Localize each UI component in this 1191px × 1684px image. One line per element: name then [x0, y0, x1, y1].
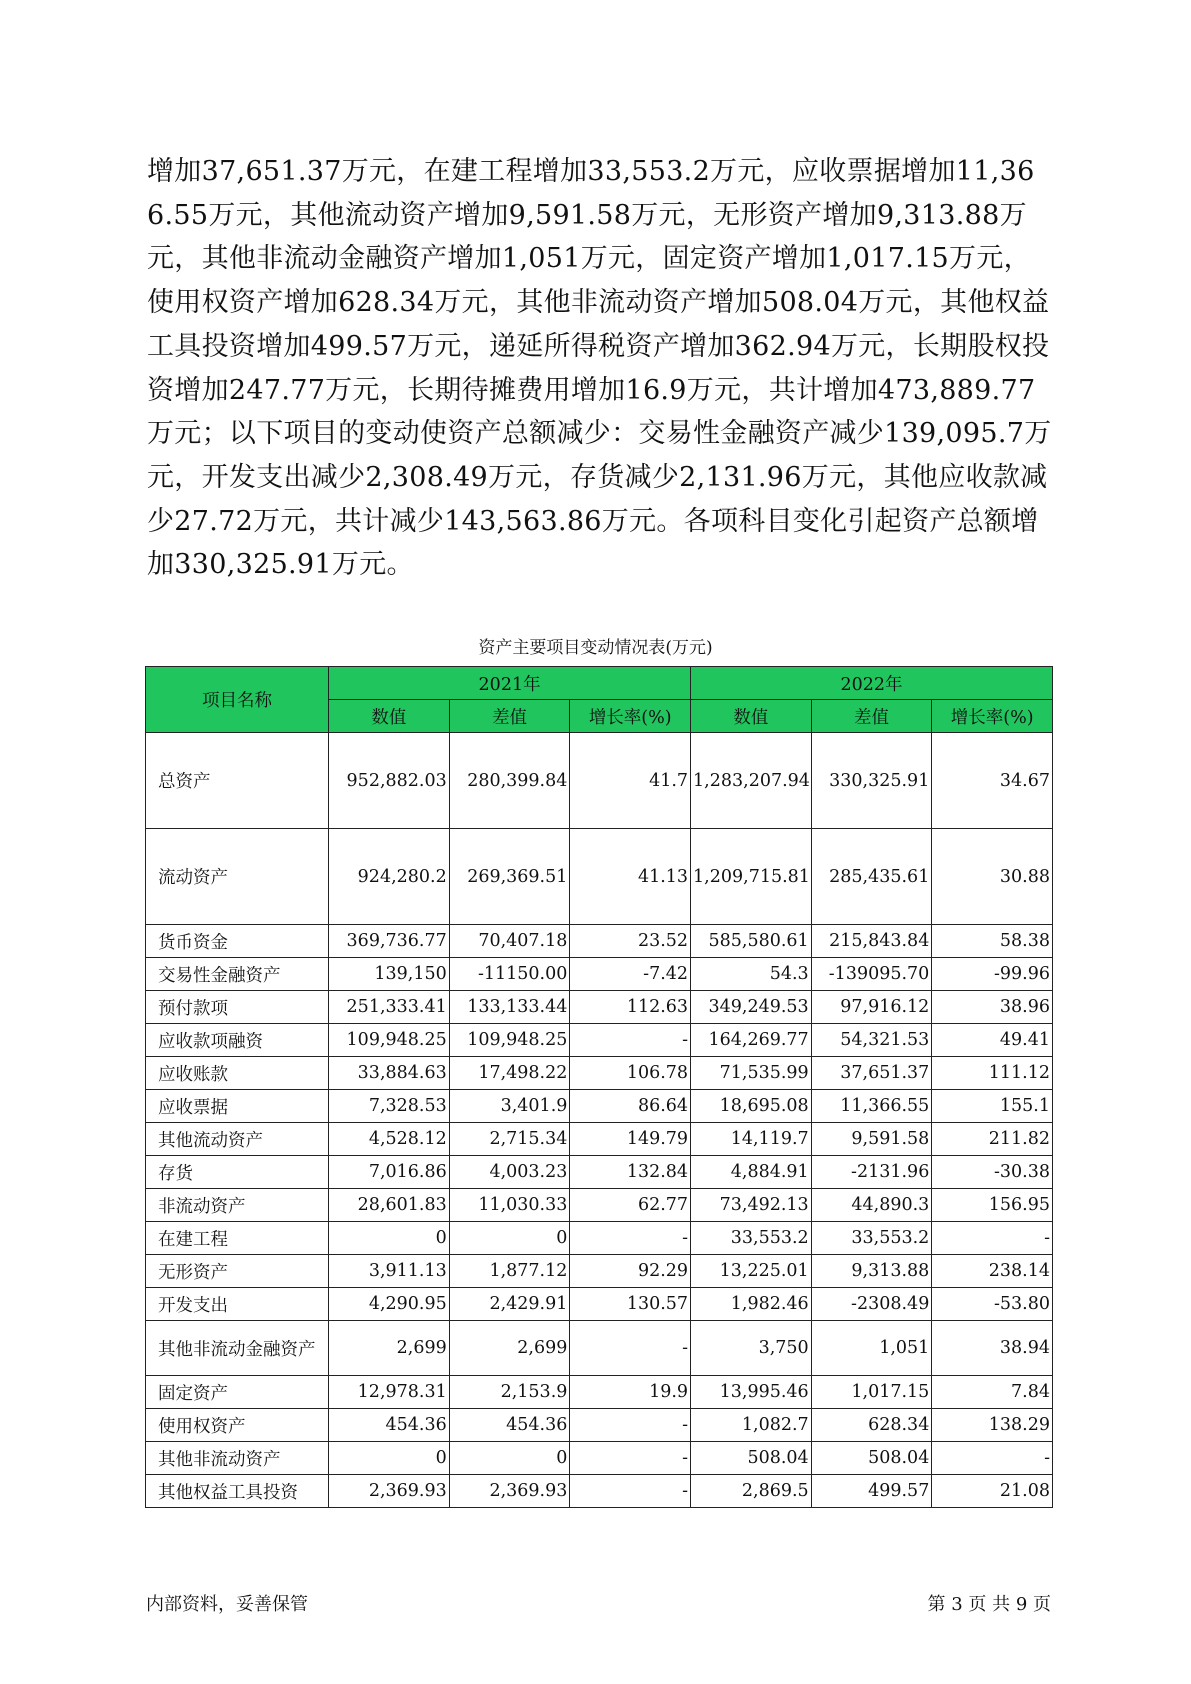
- cell-value-2022: 2,869.5: [691, 1475, 812, 1508]
- cell-growth-2021: 149.79: [570, 1123, 691, 1156]
- cell-diff-2021: 2,715.34: [449, 1123, 570, 1156]
- footer-confidential-note: 内部资料，妥善保管: [146, 1594, 308, 1615]
- cell-value-2021: 7,016.86: [329, 1156, 450, 1189]
- cell-growth-2022: -99.96: [932, 958, 1053, 991]
- cell-value-2021: 0: [329, 1442, 450, 1475]
- cell-value-2022: 13,995.46: [691, 1376, 812, 1409]
- table-row: [146, 1288, 1053, 1321]
- cell-value-2022: 13,225.01: [691, 1255, 812, 1288]
- table-row: [146, 829, 1053, 925]
- header-growth-2022: 增长率(%): [932, 700, 1053, 733]
- cell-item-name: 其他非流动金融资产: [146, 1321, 329, 1376]
- cell-diff-2022: -2308.49: [811, 1288, 932, 1321]
- cell-value-2022: 3,750: [691, 1321, 812, 1376]
- asset-change-table: [145, 666, 1053, 1508]
- cell-diff-2021: 11,030.33: [449, 1189, 570, 1222]
- cell-diff-2021: 133,133.44: [449, 991, 570, 1024]
- cell-growth-2021: 92.29: [570, 1255, 691, 1288]
- cell-item-name: 流动资产: [146, 829, 329, 925]
- cell-value-2022: 33,553.2: [691, 1222, 812, 1255]
- cell-item-name: 固定资产: [146, 1376, 329, 1409]
- cell-value-2022: 585,580.61: [691, 925, 812, 958]
- cell-value-2022: 73,492.13: [691, 1189, 812, 1222]
- cell-diff-2021: 269,369.51: [449, 829, 570, 925]
- cell-value-2021: 0: [329, 1222, 450, 1255]
- cell-value-2022: 1,082.7: [691, 1409, 812, 1442]
- cell-diff-2022: 499.57: [811, 1475, 932, 1508]
- cell-item-name: 应收账款: [146, 1057, 329, 1090]
- table-row: [146, 1222, 1053, 1255]
- cell-value-2022: 164,269.77: [691, 1024, 812, 1057]
- cell-value-2021: 139,150: [329, 958, 450, 991]
- cell-growth-2021: 132.84: [570, 1156, 691, 1189]
- cell-growth-2021: 62.77: [570, 1189, 691, 1222]
- cell-growth-2021: -: [570, 1409, 691, 1442]
- cell-value-2021: 4,290.95: [329, 1288, 450, 1321]
- table-row: [146, 1321, 1053, 1376]
- header-year-2021: 2021年: [329, 667, 691, 700]
- cell-value-2021: 28,601.83: [329, 1189, 450, 1222]
- cell-value-2021: 924,280.2: [329, 829, 450, 925]
- table-row: [146, 958, 1053, 991]
- cell-growth-2021: -: [570, 1321, 691, 1376]
- header-diff-2022: 差值: [811, 700, 932, 733]
- cell-item-name: 其他非流动资产: [146, 1442, 329, 1475]
- cell-value-2022: 508.04: [691, 1442, 812, 1475]
- cell-growth-2022: 58.38: [932, 925, 1053, 958]
- cell-value-2022: 71,535.99: [691, 1057, 812, 1090]
- table-row: [146, 1090, 1053, 1123]
- cell-diff-2022: 44,890.3: [811, 1189, 932, 1222]
- cell-item-name: 预付款项: [146, 991, 329, 1024]
- cell-item-name: 在建工程: [146, 1222, 329, 1255]
- table-header: [146, 667, 1053, 733]
- cell-growth-2022: 111.12: [932, 1057, 1053, 1090]
- cell-diff-2022: 285,435.61: [811, 829, 932, 925]
- cell-value-2021: 454.36: [329, 1409, 450, 1442]
- cell-value-2022: 1,209,715.81: [691, 829, 812, 925]
- cell-growth-2021: 86.64: [570, 1090, 691, 1123]
- table-row: [146, 733, 1053, 829]
- cell-diff-2021: 2,369.93: [449, 1475, 570, 1508]
- cell-value-2022: 349,249.53: [691, 991, 812, 1024]
- cell-diff-2021: 70,407.18: [449, 925, 570, 958]
- cell-diff-2022: 330,325.91: [811, 733, 932, 829]
- cell-item-name: 总资产: [146, 733, 329, 829]
- cell-diff-2021: 1,877.12: [449, 1255, 570, 1288]
- table-row: [146, 925, 1053, 958]
- cell-value-2021: 2,699: [329, 1321, 450, 1376]
- cell-diff-2021: 280,399.84: [449, 733, 570, 829]
- cell-value-2022: 1,982.46: [691, 1288, 812, 1321]
- header-diff-2021: 差值: [449, 700, 570, 733]
- cell-value-2021: 33,884.63: [329, 1057, 450, 1090]
- cell-growth-2022: 21.08: [932, 1475, 1053, 1508]
- cell-value-2022: 4,884.91: [691, 1156, 812, 1189]
- header-growth-2021: 增长率(%): [570, 700, 691, 733]
- cell-growth-2022: 238.14: [932, 1255, 1053, 1288]
- cell-item-name: 使用权资产: [146, 1409, 329, 1442]
- body-paragraph: 增加37,651.37万元，在建工程增加33,553.2万元，应收票据增加11,366.55万元，其他流动资产增加9,591.58万元，无形资产增加9,313.88万元，其他非流动金融资产增加1,051万元，固定资产增加1,017.15万元，使用权资产增加628.34万元，其他非流动资产增加508.04万元，其他权益工具投资增加499.57万元，递延所得税资产增加362.94万元，长期股权投资增加247.77万元，长期待摊费用增加16.9万元，共计增加473,889.77万元；以下项目的变动使资产总额减少：交易性金融资产减少139,095.7万元，开发支出减少2,308.49万元，存货减少2,131.96万元，其他应收款减少27.72万元，共计减少143,563.86万元。各项科目变化引起资产总额增加330,325.91万元。: [147, 156, 1052, 581]
- cell-item-name: 存货: [146, 1156, 329, 1189]
- cell-value-2021: 12,978.31: [329, 1376, 450, 1409]
- cell-growth-2022: 38.96: [932, 991, 1053, 1024]
- cell-item-name: 交易性金融资产: [146, 958, 329, 991]
- cell-growth-2022: 7.84: [932, 1376, 1053, 1409]
- cell-growth-2022: -53.80: [932, 1288, 1053, 1321]
- cell-growth-2022: 38.94: [932, 1321, 1053, 1376]
- cell-growth-2022: 155.1: [932, 1090, 1053, 1123]
- cell-diff-2022: 215,843.84: [811, 925, 932, 958]
- header-value-2022: 数值: [691, 700, 812, 733]
- table-row: [146, 1123, 1053, 1156]
- cell-diff-2022: 33,553.2: [811, 1222, 932, 1255]
- table-row: [146, 1255, 1053, 1288]
- cell-growth-2022: 34.67: [932, 733, 1053, 829]
- cell-diff-2022: 54,321.53: [811, 1024, 932, 1057]
- table-row: [146, 1156, 1053, 1189]
- cell-growth-2022: 138.29: [932, 1409, 1053, 1442]
- cell-diff-2021: 2,699: [449, 1321, 570, 1376]
- cell-growth-2022: 30.88: [932, 829, 1053, 925]
- cell-diff-2021: 109,948.25: [449, 1024, 570, 1057]
- cell-growth-2021: 106.78: [570, 1057, 691, 1090]
- cell-diff-2021: 0: [449, 1222, 570, 1255]
- cell-growth-2022: -30.38: [932, 1156, 1053, 1189]
- cell-item-name: 其他流动资产: [146, 1123, 329, 1156]
- cell-value-2021: 2,369.93: [329, 1475, 450, 1508]
- cell-growth-2021: -: [570, 1442, 691, 1475]
- header-item-name: 项目名称: [146, 667, 329, 733]
- cell-diff-2022: 1,051: [811, 1321, 932, 1376]
- table-row: [146, 991, 1053, 1024]
- cell-value-2022: 1,283,207.94: [691, 733, 812, 829]
- table-row: [146, 1057, 1053, 1090]
- cell-diff-2022: 11,366.55: [811, 1090, 932, 1123]
- cell-value-2021: 369,736.77: [329, 925, 450, 958]
- cell-growth-2022: -: [932, 1222, 1053, 1255]
- cell-diff-2022: 1,017.15: [811, 1376, 932, 1409]
- cell-growth-2021: -7.42: [570, 958, 691, 991]
- cell-diff-2021: 3,401.9: [449, 1090, 570, 1123]
- cell-diff-2021: 4,003.23: [449, 1156, 570, 1189]
- cell-item-name: 应收款项融资: [146, 1024, 329, 1057]
- cell-growth-2021: -: [570, 1475, 691, 1508]
- cell-growth-2021: 112.63: [570, 991, 691, 1024]
- cell-diff-2021: 454.36: [449, 1409, 570, 1442]
- cell-item-name: 应收票据: [146, 1090, 329, 1123]
- table-caption: 资产主要项目变动情况表(万元): [478, 638, 713, 658]
- table-body: [146, 733, 1053, 1508]
- table-row: [146, 1442, 1053, 1475]
- cell-growth-2021: 19.9: [570, 1376, 691, 1409]
- cell-growth-2022: 211.82: [932, 1123, 1053, 1156]
- cell-growth-2022: 156.95: [932, 1189, 1053, 1222]
- cell-diff-2021: 17,498.22: [449, 1057, 570, 1090]
- table-row: [146, 1189, 1053, 1222]
- cell-item-name: 其他权益工具投资: [146, 1475, 329, 1508]
- cell-diff-2021: -11150.00: [449, 958, 570, 991]
- cell-diff-2022: 97,916.12: [811, 991, 932, 1024]
- cell-value-2021: 251,333.41: [329, 991, 450, 1024]
- footer-page-number: 第 3 页 共 9 页: [927, 1594, 1051, 1615]
- cell-value-2022: 54.3: [691, 958, 812, 991]
- cell-value-2021: 7,328.53: [329, 1090, 450, 1123]
- cell-growth-2022: -: [932, 1442, 1053, 1475]
- table-row: [146, 1024, 1053, 1057]
- cell-diff-2021: 0: [449, 1442, 570, 1475]
- cell-value-2021: 109,948.25: [329, 1024, 450, 1057]
- cell-diff-2022: -2131.96: [811, 1156, 932, 1189]
- table-row: [146, 1475, 1053, 1508]
- cell-diff-2022: 37,651.37: [811, 1057, 932, 1090]
- cell-value-2022: 18,695.08: [691, 1090, 812, 1123]
- cell-value-2021: 952,882.03: [329, 733, 450, 829]
- cell-item-name: 货币资金: [146, 925, 329, 958]
- header-value-2021: 数值: [329, 700, 450, 733]
- cell-diff-2022: 628.34: [811, 1409, 932, 1442]
- cell-growth-2021: -: [570, 1024, 691, 1057]
- cell-diff-2022: -139095.70: [811, 958, 932, 991]
- cell-diff-2022: 508.04: [811, 1442, 932, 1475]
- table-row: [146, 1376, 1053, 1409]
- cell-growth-2021: 130.57: [570, 1288, 691, 1321]
- cell-growth-2021: 41.7: [570, 733, 691, 829]
- table-row: [146, 1409, 1053, 1442]
- cell-growth-2022: 49.41: [932, 1024, 1053, 1057]
- cell-diff-2021: 2,153.9: [449, 1376, 570, 1409]
- cell-growth-2021: 23.52: [570, 925, 691, 958]
- cell-value-2021: 4,528.12: [329, 1123, 450, 1156]
- cell-value-2022: 14,119.7: [691, 1123, 812, 1156]
- cell-growth-2021: -: [570, 1222, 691, 1255]
- cell-growth-2021: 41.13: [570, 829, 691, 925]
- cell-item-name: 开发支出: [146, 1288, 329, 1321]
- cell-item-name: 无形资产: [146, 1255, 329, 1288]
- cell-diff-2021: 2,429.91: [449, 1288, 570, 1321]
- cell-diff-2022: 9,591.58: [811, 1123, 932, 1156]
- cell-diff-2022: 9,313.88: [811, 1255, 932, 1288]
- header-year-2022: 2022年: [691, 667, 1053, 700]
- cell-value-2021: 3,911.13: [329, 1255, 450, 1288]
- cell-item-name: 非流动资产: [146, 1189, 329, 1222]
